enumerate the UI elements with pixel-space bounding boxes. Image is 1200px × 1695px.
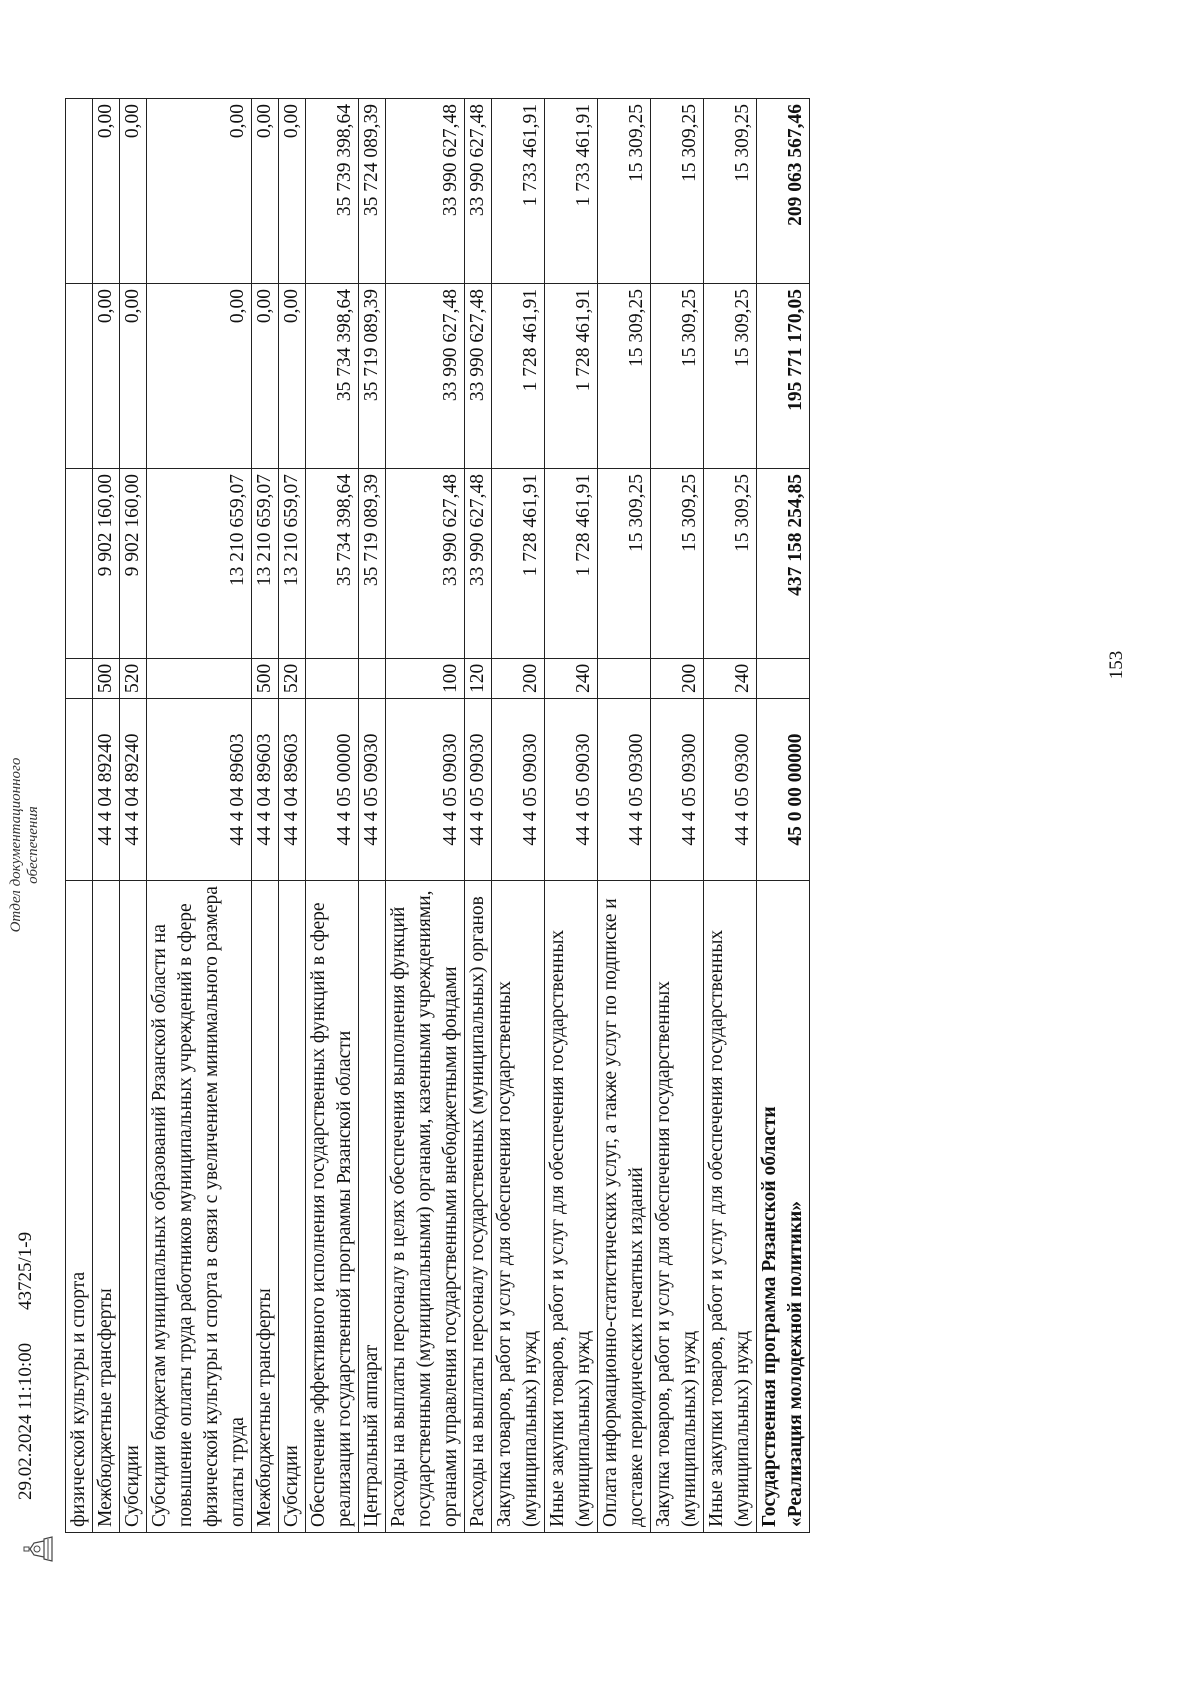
cell-value-year3: 1 733 461,91 bbox=[545, 99, 598, 284]
cell-value-year3: 33 990 627,48 bbox=[465, 99, 492, 284]
table-row bbox=[465, 99, 492, 1533]
total-name-line-2: «Реализация молодежной политики» bbox=[785, 1201, 806, 1527]
cell-value-year3: 35 724 089,39 bbox=[359, 99, 386, 284]
footer-timestamp: 29.02.2024 11:10:00 bbox=[15, 1342, 36, 1500]
cell-value-year2: 35 734 398,64 bbox=[306, 284, 359, 469]
table-total-row bbox=[757, 99, 810, 1533]
cell-value-year2: 15 309,25 bbox=[651, 284, 704, 469]
cell-total-year1: 437 158 254,85 bbox=[757, 469, 810, 659]
cell-name: Центральный аппарат bbox=[359, 881, 386, 1533]
cell-expense-type: 520 bbox=[279, 659, 306, 699]
cell-code: 44 4 05 00000 bbox=[306, 699, 359, 881]
cell-value-year3: 0,00 bbox=[93, 99, 120, 284]
cell-value-year3: 15 309,25 bbox=[704, 99, 757, 284]
cell-code: 44 4 04 89603 bbox=[279, 699, 306, 881]
cell-expense-type: 240 bbox=[545, 659, 598, 699]
cell-name: Расходы на выплаты персоналу государственных (муниципальных) органов bbox=[465, 881, 492, 1533]
cell-value-year1 bbox=[66, 469, 93, 659]
cell-expense-type bbox=[598, 659, 651, 699]
cell-total-name bbox=[757, 881, 810, 1533]
cell-total-year3: 209 063 567,46 bbox=[757, 99, 810, 284]
coat-of-arms-icon bbox=[22, 1531, 58, 1567]
table-row bbox=[492, 99, 545, 1533]
table-row bbox=[651, 99, 704, 1533]
cell-value-year1: 9 902 160,00 bbox=[120, 469, 147, 659]
cell-value-year3: 33 990 627,48 bbox=[386, 99, 465, 284]
cell-value-year2: 33 990 627,48 bbox=[465, 284, 492, 469]
cell-value-year2: 0,00 bbox=[120, 284, 147, 469]
cell-expense-type: 120 bbox=[465, 659, 492, 699]
cell-name: Иные закупки товаров, работ и услуг для обеспечения государственных (муниципальных) нужд bbox=[545, 881, 598, 1533]
cell-value-year3: 0,00 bbox=[279, 99, 306, 284]
table-row bbox=[252, 99, 279, 1533]
cell-code: 44 4 05 09300 bbox=[651, 699, 704, 881]
cell-value-year3: 35 739 398,64 bbox=[306, 99, 359, 284]
cell-expense-type: 500 bbox=[93, 659, 120, 699]
cell-value-year3: 0,00 bbox=[252, 99, 279, 284]
table-row bbox=[598, 99, 651, 1533]
table-row bbox=[147, 99, 252, 1533]
cell-value-year3: 0,00 bbox=[120, 99, 147, 284]
cell-value-year3: 0,00 bbox=[147, 99, 252, 284]
table-row bbox=[66, 99, 93, 1533]
cell-expense-type bbox=[306, 659, 359, 699]
total-name-line-1: Государственная программа Рязанской области bbox=[759, 1106, 780, 1527]
table-row bbox=[120, 99, 147, 1533]
cell-value-year1: 15 309,25 bbox=[704, 469, 757, 659]
stamp-line-2: обеспечения bbox=[25, 806, 41, 884]
cell-code: 44 4 04 89240 bbox=[120, 699, 147, 881]
cell-value-year2: 33 990 627,48 bbox=[386, 284, 465, 469]
cell-expense-type bbox=[359, 659, 386, 699]
cell-name: Закупка товаров, работ и услуг для обеспечения государственных (муниципальных) нужд bbox=[492, 881, 545, 1533]
footer-document-code: 43725/1-9 bbox=[15, 1231, 36, 1310]
cell-value-year3 bbox=[66, 99, 93, 284]
cell-expense-type: 200 bbox=[492, 659, 545, 699]
cell-expense-type bbox=[66, 659, 93, 699]
cell-expense-type: 100 bbox=[386, 659, 465, 699]
cell-name: Расходы на выплаты персоналу в целях обеспечения выполнения функций государственными (муниципальными) органами, казенными учреждениями, органами управления государственными внебюджетными фондами bbox=[386, 881, 465, 1533]
cell-value-year1: 33 990 627,48 bbox=[465, 469, 492, 659]
cell-code: 44 4 05 09300 bbox=[598, 699, 651, 881]
cell-code: 44 4 05 09030 bbox=[465, 699, 492, 881]
cell-expense-type: 240 bbox=[704, 659, 757, 699]
table-row bbox=[704, 99, 757, 1533]
cell-code: 44 4 04 89603 bbox=[252, 699, 279, 881]
cell-value-year1: 13 210 659,07 bbox=[279, 469, 306, 659]
cell-code: 44 4 04 89240 bbox=[93, 699, 120, 881]
cell-value-year2: 1 728 461,91 bbox=[545, 284, 598, 469]
department-stamp bbox=[8, 695, 42, 995]
cell-value-year3: 15 309,25 bbox=[651, 99, 704, 284]
cell-value-year1: 35 719 089,39 bbox=[359, 469, 386, 659]
cell-value-year2: 15 309,25 bbox=[598, 284, 651, 469]
budget-table-body bbox=[66, 99, 810, 1533]
cell-code: 44 4 05 09030 bbox=[545, 699, 598, 881]
table-row bbox=[306, 99, 359, 1533]
cell-name: Межбюджетные трансферты bbox=[93, 881, 120, 1533]
cell-value-year1: 35 734 398,64 bbox=[306, 469, 359, 659]
cell-name: Межбюджетные трансферты bbox=[252, 881, 279, 1533]
cell-value-year1: 15 309,25 bbox=[651, 469, 704, 659]
cell-value-year3: 1 733 461,91 bbox=[492, 99, 545, 284]
cell-value-year2 bbox=[66, 284, 93, 469]
cell-value-year2: 15 309,25 bbox=[704, 284, 757, 469]
cell-code: 44 4 04 89603 bbox=[147, 699, 252, 881]
cell-total-code: 45 0 00 00000 bbox=[757, 699, 810, 881]
table-row bbox=[386, 99, 465, 1533]
cell-value-year1: 33 990 627,48 bbox=[386, 469, 465, 659]
cell-value-year2: 0,00 bbox=[279, 284, 306, 469]
cell-name: Оплата информационно-статистических услуг, а также услуг по подписке и доставке периодических печатных изданий bbox=[598, 881, 651, 1533]
cell-value-year1: 13 210 659,07 bbox=[252, 469, 279, 659]
cell-value-year1: 9 902 160,00 bbox=[93, 469, 120, 659]
cell-name: Субсидии бюджетам муниципальных образований Рязанской области на повышение оплаты труда работников муниципальных учреждений в сфере физической культуры и спорта в связи с увеличением минимального размера оплаты труда bbox=[147, 881, 252, 1533]
cell-value-year1: 15 309,25 bbox=[598, 469, 651, 659]
cell-expense-type: 500 bbox=[252, 659, 279, 699]
stamp-line-1: Отдел документационного bbox=[8, 757, 24, 933]
cell-name: Обеспечение эффективного исполнения государственных функций в сфере реализации государственной программы Рязанской области bbox=[306, 881, 359, 1533]
page-number: 153 bbox=[1106, 650, 1127, 680]
cell-value-year1: 13 210 659,07 bbox=[147, 469, 252, 659]
cell-code: 44 4 05 09300 bbox=[704, 699, 757, 881]
table-row bbox=[93, 99, 120, 1533]
cell-expense-type bbox=[147, 659, 252, 699]
cell-code: 44 4 05 09030 bbox=[359, 699, 386, 881]
cell-name: физической культуры и спорта bbox=[66, 881, 93, 1533]
cell-value-year2: 0,00 bbox=[252, 284, 279, 469]
cell-value-year3: 15 309,25 bbox=[598, 99, 651, 284]
table-row bbox=[359, 99, 386, 1533]
cell-value-year2: 0,00 bbox=[147, 284, 252, 469]
table-row bbox=[279, 99, 306, 1533]
cell-name: Субсидии bbox=[120, 881, 147, 1533]
budget-table bbox=[65, 98, 810, 1533]
cell-value-year2: 35 719 089,39 bbox=[359, 284, 386, 469]
cell-expense-type: 520 bbox=[120, 659, 147, 699]
cell-value-year1: 1 728 461,91 bbox=[545, 469, 598, 659]
cell-name: Иные закупки товаров, работ и услуг для обеспечения государственных (муниципальных) нужд bbox=[704, 881, 757, 1533]
cell-name: Закупка товаров, работ и услуг для обеспечения государственных (муниципальных) нужд bbox=[651, 881, 704, 1533]
cell-code: 44 4 05 09030 bbox=[492, 699, 545, 881]
cell-code: 44 4 05 09030 bbox=[386, 699, 465, 881]
cell-value-year1: 1 728 461,91 bbox=[492, 469, 545, 659]
cell-code bbox=[66, 699, 93, 881]
cell-expense-type: 200 bbox=[651, 659, 704, 699]
cell-value-year2: 1 728 461,91 bbox=[492, 284, 545, 469]
cell-value-year2: 0,00 bbox=[93, 284, 120, 469]
cell-name: Субсидии bbox=[279, 881, 306, 1533]
table-row bbox=[545, 99, 598, 1533]
cell-total-expense-type bbox=[757, 659, 810, 699]
cell-total-year2: 195 771 170,05 bbox=[757, 284, 810, 469]
